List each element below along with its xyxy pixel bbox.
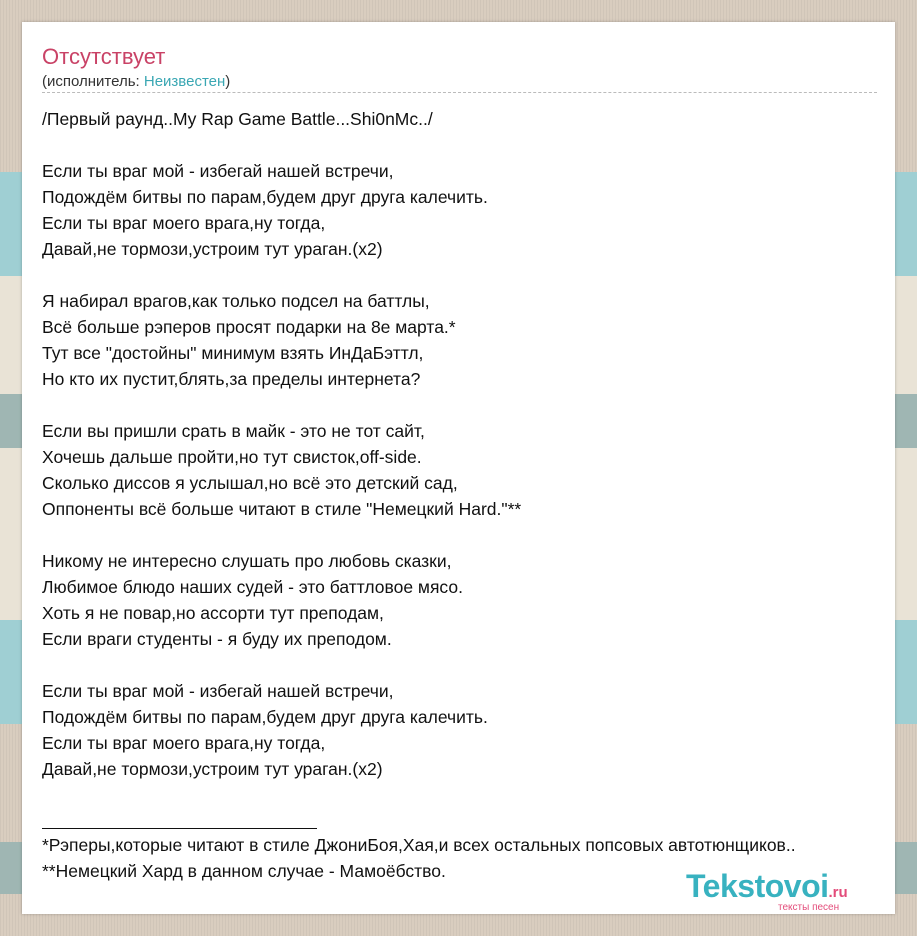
logo-tld: .ru [828, 884, 848, 901]
footnotes-text: *Рэперы,которые читают в стиле ДжониБоя,Хая,и всех остальных попсовых автотюнщиков.. **Немецкий Хард в данном случае - Мамоёбство. [42, 835, 796, 881]
artist-prefix: (исполнитель: [42, 73, 144, 90]
footnote-divider [42, 828, 317, 829]
lyrics-card [22, 22, 895, 914]
site-logo[interactable] [686, 868, 896, 916]
artist-suffix: ) [225, 73, 231, 90]
song-title: Отсутствует [42, 44, 166, 69]
logo-wordmark: Tekstovoi [686, 868, 829, 904]
lyrics-text: /Первый раунд..My Rap Game Battle...Shi0nMc../ Если ты враг мой - избегай нашей встречи, Подождём битвы по парам,будем друг друга калечить. Если ты враг моего врага,ну тогда, Давай,не тормози,устроим тут ураган.(x2) Я набирал врагов,как только подсел на баттлы, Всё больше рэперов просят подарки на 8е марта.* Тут все "достойны" минимум взять ИнДаБэттл, Но кто их пустит,блять,за пределы интернета? Если вы пришли срать в майк - это не тот сайт, Хочешь дальше пройти,но тут свисток,off-side. Сколько диссов я услышал,но всё это детский сад, Оппоненты всё больше читают в стиле "Немецкий Hard."** Никому не интересно слушать про любовь сказки, Любимое блюдо наших судей - это баттловое мясо. Хоть я не повар,но ассорти тут преподам, Если враги студенты - я буду их преподом. Если ты враг мой - избегай нашей встречи, Подождём битвы по парам,будем друг друга калечить. Если ты враг моего врага,ну тогда, Давай,не тормози,устроим тут ураган.(x2) [42, 109, 522, 779]
artist-line [42, 73, 230, 90]
logo-tagline: тексты песен [778, 902, 840, 913]
header-divider [42, 92, 877, 93]
artist-link[interactable]: Неизвестен [143, 73, 226, 90]
